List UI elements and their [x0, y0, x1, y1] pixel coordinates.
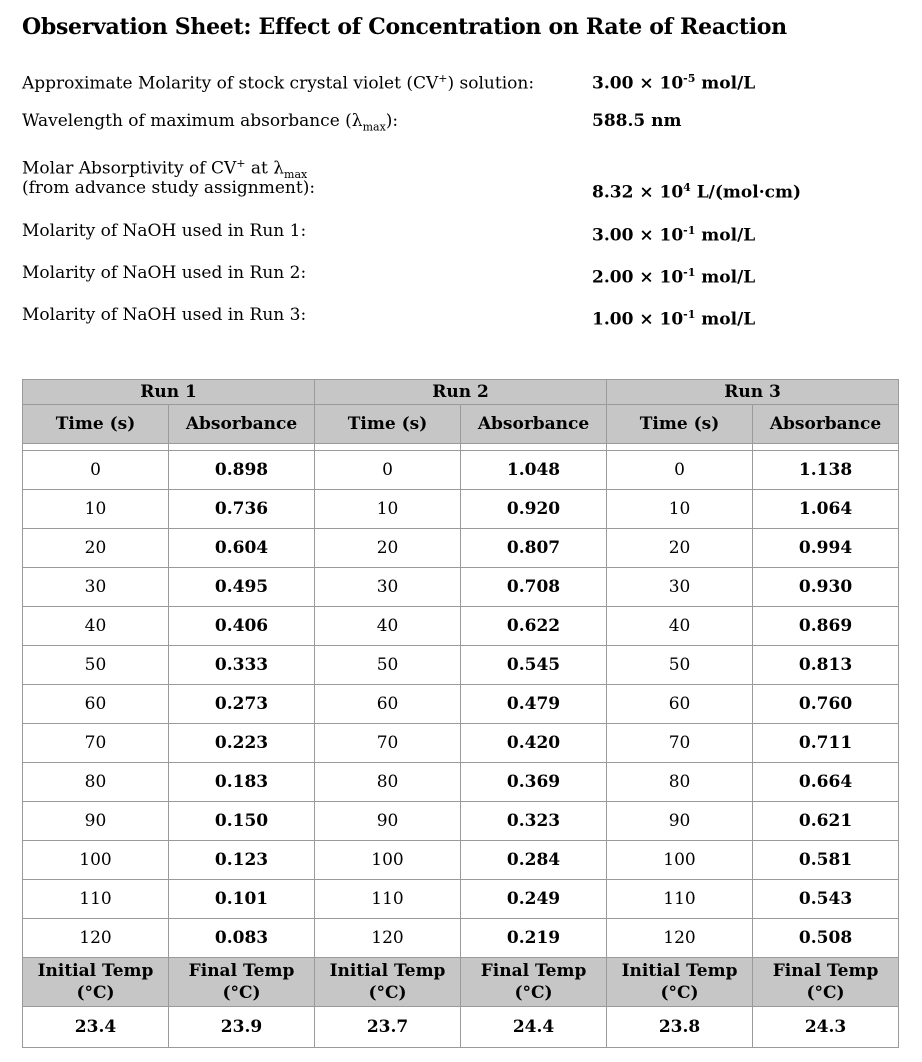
time-cell: 120 — [315, 919, 461, 958]
absorbance-cell: 0.495 — [169, 568, 315, 607]
time-cell: 10 — [23, 490, 169, 529]
absorbance-cell: 0.543 — [753, 880, 899, 919]
absorbance-cell: 0.708 — [461, 568, 607, 607]
final-temp-header: Final Temp (°C) — [169, 958, 315, 1007]
absorbance-cell: 0.123 — [169, 841, 315, 880]
absorbance-cell: 0.479 — [461, 685, 607, 724]
absorbance-cell: 0.323 — [461, 802, 607, 841]
time-cell: 90 — [607, 802, 753, 841]
absorbance-cell: 0.711 — [753, 724, 899, 763]
time-cell: 60 — [23, 685, 169, 724]
table-row — [23, 880, 899, 919]
absorbance-cell: 0.101 — [169, 880, 315, 919]
naoh-run2-label: Molarity of NaOH used in Run 2: — [22, 263, 307, 283]
time-cell: 90 — [23, 802, 169, 841]
naoh-run3-label: Molarity of NaOH used in Run 3: — [22, 305, 307, 325]
run-header: Run 3 — [607, 380, 899, 405]
time-cell: 70 — [607, 724, 753, 763]
absorbance-cell: 0.545 — [461, 646, 607, 685]
time-cell: 50 — [607, 646, 753, 685]
absorbance-cell: 0.604 — [169, 529, 315, 568]
time-cell: 50 — [23, 646, 169, 685]
final-temp-header: Final Temp (°C) — [753, 958, 899, 1007]
final-temp-value: 24.4 — [461, 1007, 607, 1048]
time-cell: 0 — [607, 451, 753, 490]
absorbance-cell: 1.048 — [461, 451, 607, 490]
time-cell: 80 — [607, 763, 753, 802]
initial-temp-header: Initial Temp (°C) — [607, 958, 753, 1007]
time-cell: 20 — [315, 529, 461, 568]
table-row — [23, 763, 899, 802]
absorbance-cell: 0.621 — [753, 802, 899, 841]
table-row — [23, 802, 899, 841]
time-column-header: Time (s) — [23, 405, 169, 444]
time-cell: 20 — [23, 529, 169, 568]
absorbance-cell: 0.333 — [169, 646, 315, 685]
final-temp-header: Final Temp (°C) — [461, 958, 607, 1007]
time-cell: 120 — [607, 919, 753, 958]
final-temp-value: 24.3 — [753, 1007, 899, 1048]
absorbance-column-header: Absorbance — [753, 405, 899, 444]
absorbance-cell: 0.760 — [753, 685, 899, 724]
molarity-cv-value: $3.00 \times 10^{-5}$ mol/L — [592, 72, 756, 94]
time-cell: 50 — [315, 646, 461, 685]
wavelength-label: Wavelength of maximum absorbance $(\lambda_{max})$: — [22, 111, 399, 134]
absorbance-column-header: Absorbance — [169, 405, 315, 444]
time-cell: 70 — [23, 724, 169, 763]
table-row — [23, 685, 899, 724]
time-cell: 40 — [315, 607, 461, 646]
absorbance-cell: 1.064 — [753, 490, 899, 529]
naoh-run1-value: $3.00 \times 10^{-1}$ mol/L — [592, 224, 756, 246]
absorbance-cell: 0.622 — [461, 607, 607, 646]
page-title: Observation Sheet: Effect of Concentration on Rate of Reaction — [22, 14, 787, 40]
absorbance-cell: 0.273 — [169, 685, 315, 724]
time-column-header: Time (s) — [315, 405, 461, 444]
absorbance-column-header: Absorbance — [461, 405, 607, 444]
absorbance-cell: 0.150 — [169, 802, 315, 841]
absorbance-cell: 0.994 — [753, 529, 899, 568]
absorbance-cell: 0.664 — [753, 763, 899, 802]
time-column-header: Time (s) — [607, 405, 753, 444]
absorbance-table — [22, 379, 899, 1048]
table-row — [23, 529, 899, 568]
table-row — [23, 451, 899, 490]
time-cell: 0 — [23, 451, 169, 490]
absorbance-cell: 0.284 — [461, 841, 607, 880]
time-cell: 20 — [607, 529, 753, 568]
absorbance-cell: 0.420 — [461, 724, 607, 763]
table-row — [23, 490, 899, 529]
time-cell: 90 — [315, 802, 461, 841]
time-cell: 80 — [23, 763, 169, 802]
absorbance-cell: 0.369 — [461, 763, 607, 802]
final-temp-value: 23.9 — [169, 1007, 315, 1048]
absorbance-cell: 0.508 — [753, 919, 899, 958]
time-cell: 30 — [315, 568, 461, 607]
absorbance-cell: 0.813 — [753, 646, 899, 685]
absorbance-cell: 0.736 — [169, 490, 315, 529]
molarity-cv-label: Approximate Molarity of stock crystal violet (CV+) solution: — [22, 72, 535, 94]
absorbance-cell: 0.406 — [169, 607, 315, 646]
time-cell: 110 — [607, 880, 753, 919]
absorbance-cell: 0.930 — [753, 568, 899, 607]
run-header: Run 1 — [23, 380, 315, 405]
initial-temp-value: 23.8 — [607, 1007, 753, 1048]
absorbance-cell: 0.219 — [461, 919, 607, 958]
time-cell: 110 — [315, 880, 461, 919]
time-cell: 10 — [607, 490, 753, 529]
initial-temp-value: 23.4 — [23, 1007, 169, 1048]
absorbance-cell: 1.138 — [753, 451, 899, 490]
absorbance-cell: 0.898 — [169, 451, 315, 490]
absorbance-cell: 0.807 — [461, 529, 607, 568]
time-cell: 100 — [315, 841, 461, 880]
time-cell: 30 — [23, 568, 169, 607]
time-cell: 70 — [315, 724, 461, 763]
time-cell: 100 — [23, 841, 169, 880]
naoh-run3-value: $1.00 \times 10^{-1}$ mol/L — [592, 308, 756, 330]
table-row — [23, 724, 899, 763]
absorbance-cell: 0.223 — [169, 724, 315, 763]
time-cell: 60 — [607, 685, 753, 724]
absorbance-cell: 0.869 — [753, 607, 899, 646]
time-cell: 60 — [315, 685, 461, 724]
initial-temp-header: Initial Temp (°C) — [315, 958, 461, 1007]
absorbance-cell: 0.249 — [461, 880, 607, 919]
time-cell: 100 — [607, 841, 753, 880]
naoh-run2-value: $2.00 \times 10^{-1}$ mol/L — [592, 266, 756, 288]
time-cell: 30 — [607, 568, 753, 607]
wavelength-value: 588.5 nm — [592, 111, 682, 131]
time-cell: 40 — [607, 607, 753, 646]
table-row — [23, 607, 899, 646]
absorptivity-label-note: (from advance study assignment): — [22, 178, 316, 198]
time-cell: 10 — [315, 490, 461, 529]
time-cell: 0 — [315, 451, 461, 490]
absorptivity-label: Molar Absorptivity of CV+ at $\lambda_{max}$ — [22, 157, 308, 182]
table-row — [23, 919, 899, 958]
naoh-run1-label: Molarity of NaOH used in Run 1: — [22, 221, 307, 241]
absorptivity-value: $8.32 \times 10^4$ L/(mol·cm) — [592, 181, 802, 203]
time-cell: 80 — [315, 763, 461, 802]
absorbance-cell: 0.183 — [169, 763, 315, 802]
table-row — [23, 841, 899, 880]
absorbance-cell: 0.083 — [169, 919, 315, 958]
table-row — [23, 568, 899, 607]
time-cell: 120 — [23, 919, 169, 958]
initial-temp-value: 23.7 — [315, 1007, 461, 1048]
absorbance-cell: 0.581 — [753, 841, 899, 880]
time-cell: 40 — [23, 607, 169, 646]
time-cell: 110 — [23, 880, 169, 919]
run-header: Run 2 — [315, 380, 607, 405]
initial-temp-header: Initial Temp (°C) — [23, 958, 169, 1007]
table-row — [23, 646, 899, 685]
absorbance-cell: 0.920 — [461, 490, 607, 529]
